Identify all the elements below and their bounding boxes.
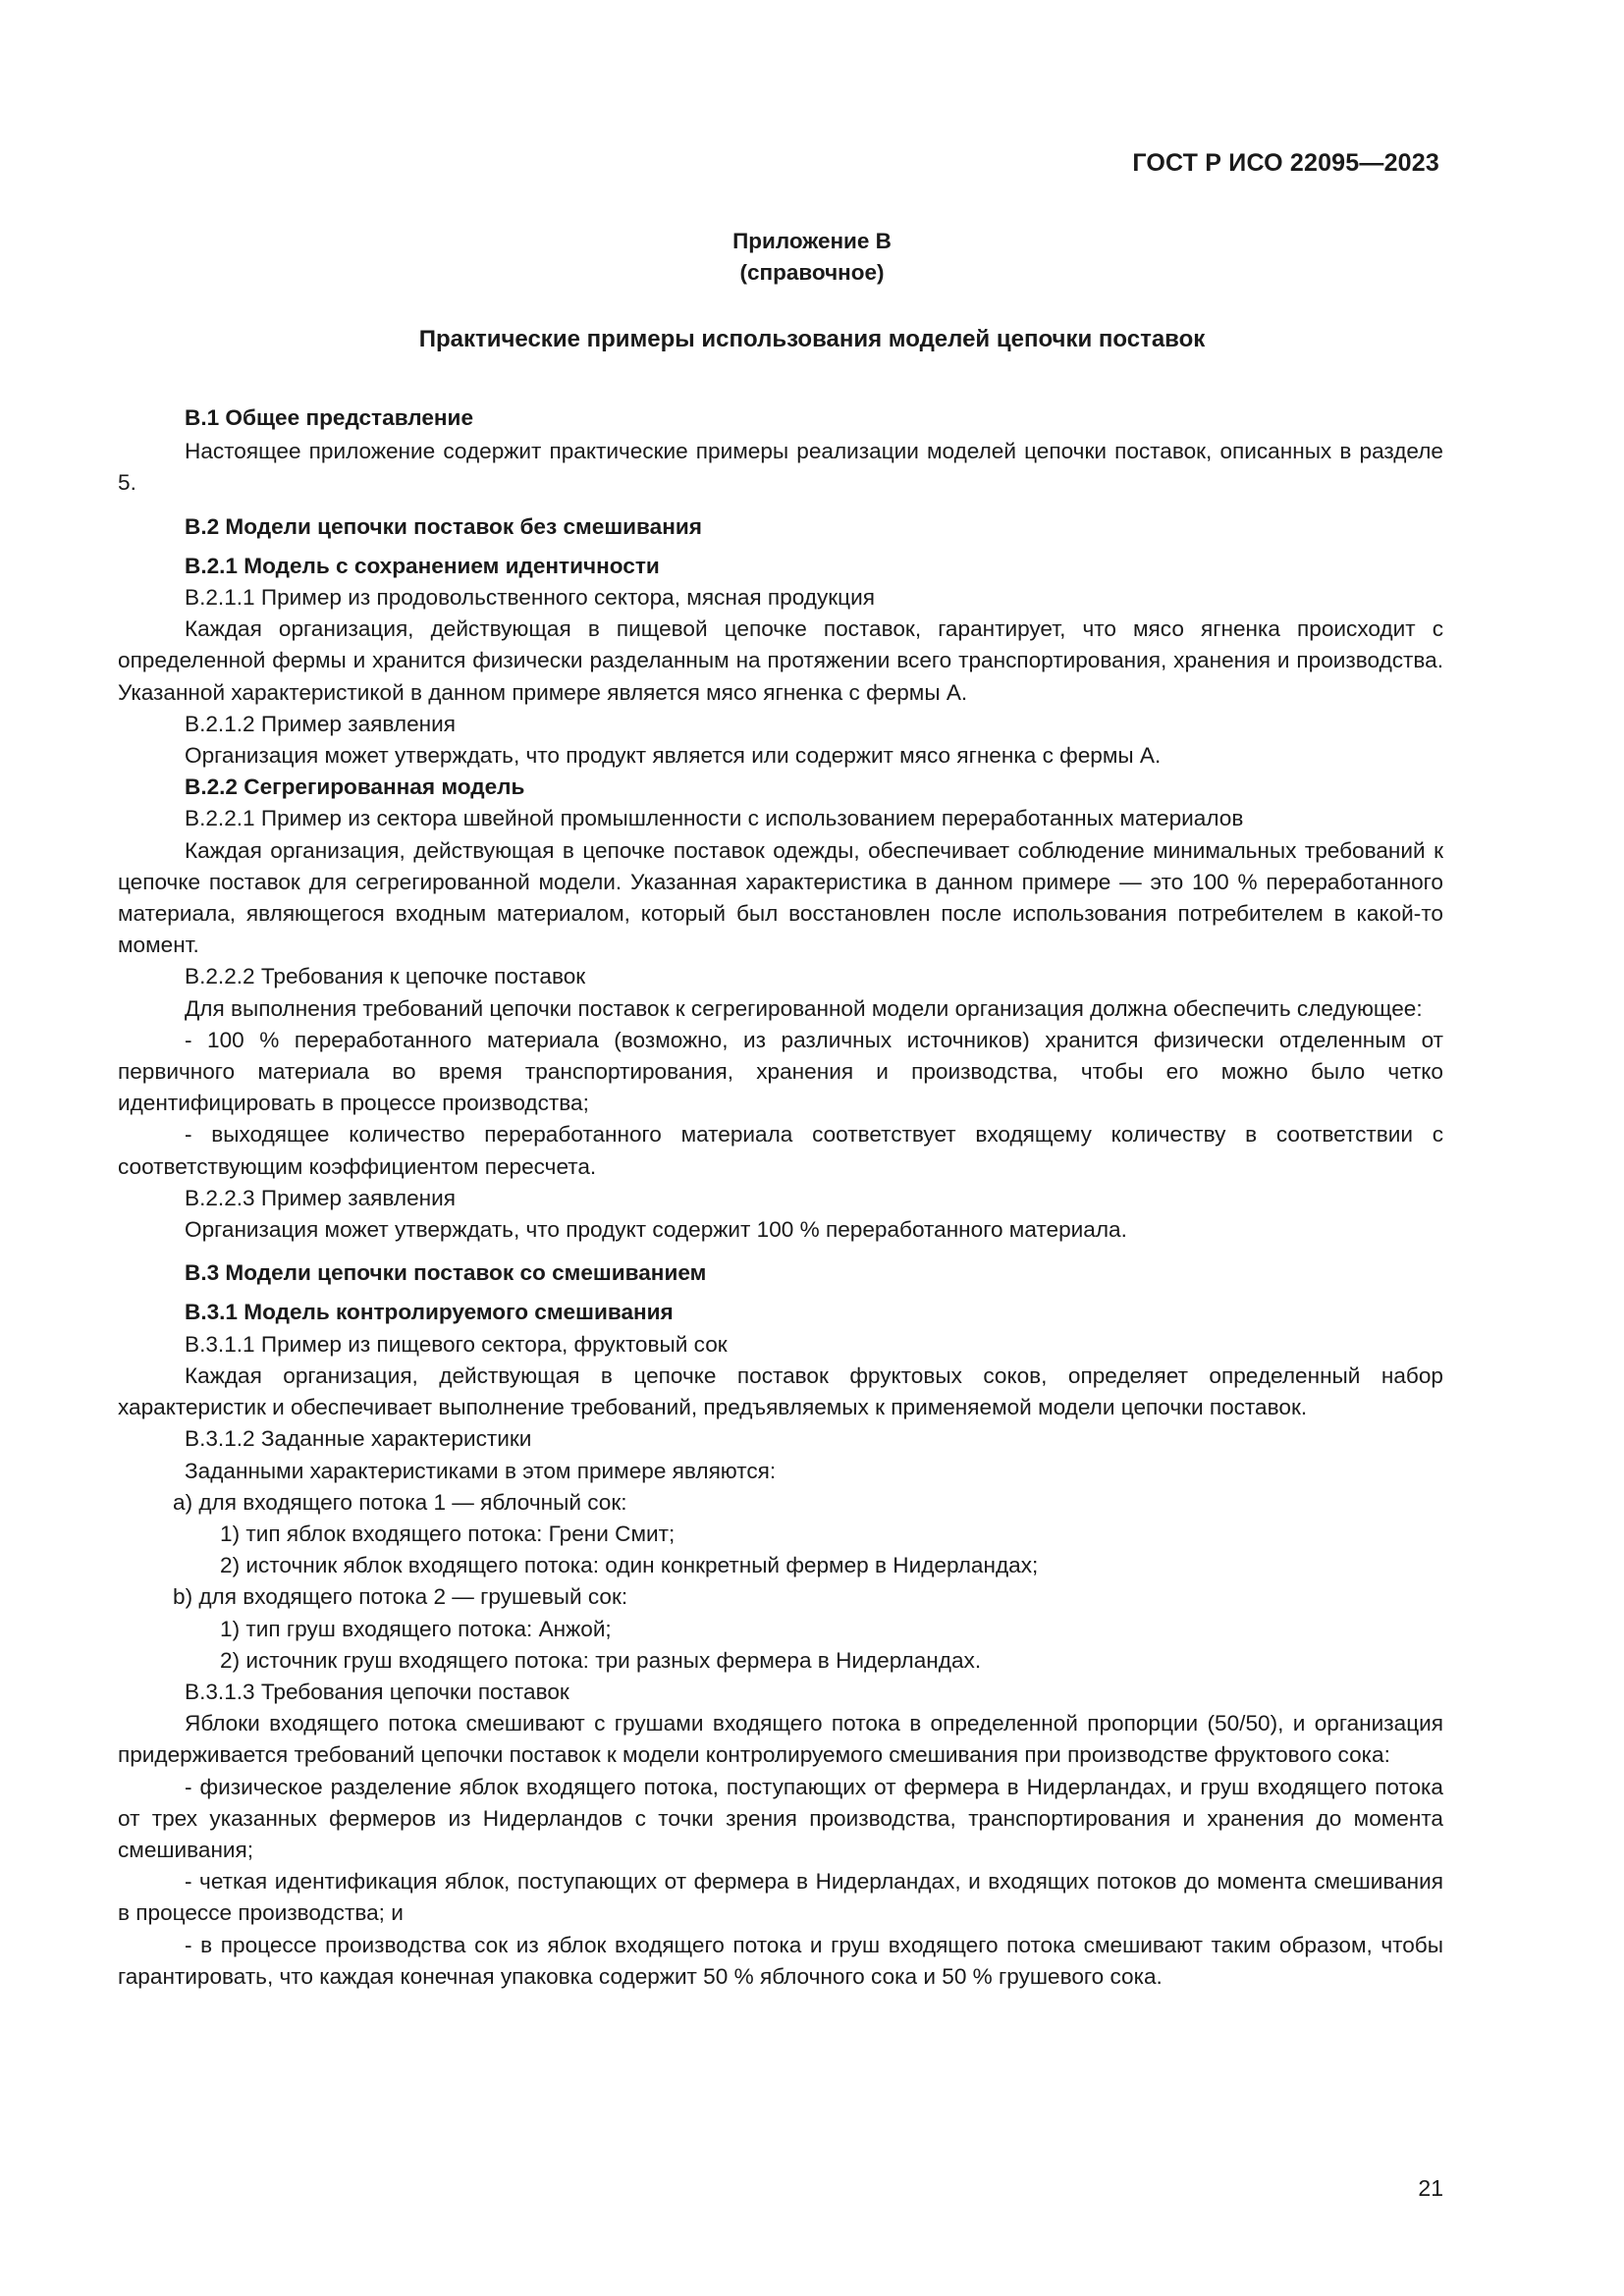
list-item: - выходящее количество переработанного материала соответствует входящему количеству в соответствии с соответствующим коэффициентом пересчета. (118, 1122, 1443, 1179)
page-number: 21 (1418, 2175, 1443, 2201)
document-body (118, 402, 1443, 1993)
list-subitem: 2) источник яблок входящего потока: один конкретный фермер в Нидерландах; (220, 1553, 1039, 1578)
clause-heading-b312: В.3.1.2 Заданные характеристики (185, 1426, 532, 1452)
list-item: - четкая идентификация яблок, поступающих от фермера в Нидерландах, и входящих потоков до момента смешивания в процессе производства; и (118, 1869, 1443, 1926)
section-heading-b1: В.1 Общее представление (185, 405, 474, 430)
clause-heading-b311: В.3.1.1 Пример из пищевого сектора, фруктовый сок (185, 1331, 728, 1357)
paragraph: Организация может утверждать, что продукт содержит 100 % переработанного материала. (185, 1217, 1127, 1243)
list-item: - 100 % переработанного материала (возможно, из различных источников) хранится физически отделенным от первичного материала во время транспортирования, хранения и производства, чтобы его можно было четко идентифицировать в процессе производства; (118, 1027, 1443, 1116)
paragraph: Каждая организация, действующая в цепочке поставок одежды, обеспечивает соблюдение минимальных требований к цепочке поставок для сегрегированной модели. Указанная характеристика в данном примере — это 100 % переработанного материала, являющегося входным материалом, который был восстановлен после использования потребителем в какой-то момент. (118, 837, 1443, 958)
section-heading-b2: В.2 Модели цепочки поставок без смешивания (185, 513, 702, 539)
list-item: - в процессе производства сок из яблок входящего потока и груш входящего потока смешивают таким образом, чтобы гарантировать, что каждая конечная упаковка содержит 50 % яблочного сока и 50 % грушевого сока. (118, 1932, 1443, 1989)
standard-number: ГОСТ Р ИСО 22095—2023 (1132, 149, 1439, 177)
paragraph: Для выполнения требований цепочки поставок к сегрегированной модели организация должна обеспечить следующее: (185, 995, 1423, 1021)
paragraph: Заданными характеристиками в этом примере являются: (185, 1458, 777, 1483)
annex-heading (0, 226, 1624, 289)
list-item: b) для входящего потока 2 — грушевый сок: (173, 1584, 628, 1610)
subsection-heading-b31: В.3.1 Модель контролируемого смешивания (185, 1300, 674, 1325)
list-subitem: 1) тип груш входящего потока: Анжой; (220, 1616, 612, 1641)
clause-heading-b221: В.2.2.1 Пример из сектора швейной промышленности с использованием переработанных материалов (185, 806, 1244, 831)
subsection-heading-b22: В.2.2 Сегрегированная модель (185, 774, 525, 800)
clause-heading-b212: В.2.1.2 Пример заявления (185, 711, 456, 736)
paragraph: Организация может утверждать, что продукт является или содержит мясо ягненка с фермы А. (185, 743, 1162, 769)
paragraph: Каждая организация, действующая в пищевой цепочке поставок, гарантирует, что мясо ягненка происходит с определенной фермы и хранится физически разделанным на протяжении всего транспортирования, хранения и производства. Указанной характеристикой в данном примере является мясо ягненка с фермы А. (118, 616, 1443, 705)
paragraph: Каждая организация, действующая в цепочке поставок фруктовых соков, определяет определенный набор характеристик и обеспечивает выполнение требований, предъявляемых к применяемой модели цепочки поставок. (118, 1362, 1443, 1420)
clause-heading-b222: В.2.2.2 Требования к цепочке поставок (185, 964, 586, 989)
list-subitem: 2) источник груш входящего потока: три разных фермера в Нидерландах. (220, 1647, 982, 1673)
list-item: а) для входящего потока 1 — яблочный сок: (173, 1489, 627, 1515)
subsection-heading-b21: В.2.1 Модель с сохранением идентичности (185, 553, 660, 578)
list-item: - физическое разделение яблок входящего потока, поступающих от фермера в Нидерландах, и груш входящего потока от трех указанных фермеров из Нидерландов с точки зрения производства, транспортирования и хранения до момента смешивания; (118, 1774, 1443, 1862)
annex-type: (справочное) (739, 260, 885, 285)
clause-heading-b211: В.2.1.1 Пример из продовольственного сектора, мясная продукция (185, 585, 875, 611)
section-heading-b3: В.3 Модели цепочки поставок со смешиванием (185, 1260, 707, 1286)
clause-heading-b223: В.2.2.3 Пример заявления (185, 1185, 456, 1210)
annex-title: Практические примеры использования моделей цепочки поставок (418, 326, 1206, 352)
clause-heading-b313: В.3.1.3 Требования цепочки поставок (185, 1679, 569, 1704)
list-subitem: 1) тип яблок входящего потока: Грени Смит; (220, 1521, 676, 1546)
paragraph: Яблоки входящего потока смешивают с грушами входящего потока в определенной пропорции (50/50), и организация придерживается требований цепочки поставок к модели контролируемого смешивания при производстве фруктового сока: (118, 1711, 1443, 1768)
paragraph: Настоящее приложение содержит практические примеры реализации моделей цепочки поставок, описанных в разделе 5. (118, 439, 1443, 496)
annex-label: Приложение В (732, 229, 892, 253)
